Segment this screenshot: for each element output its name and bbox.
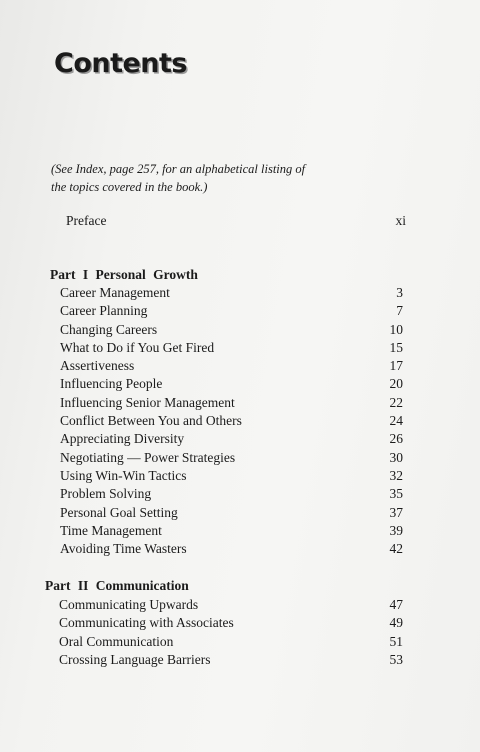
toc-entry-page: 15 (389, 339, 403, 355)
toc-entry (60, 505, 403, 523)
toc-entry-page: 53 (389, 651, 403, 667)
toc-entry-page: 10 (389, 321, 403, 337)
toc-entry-preface (66, 213, 406, 229)
toc-entry-page: 39 (389, 522, 403, 538)
toc-entry-page: 42 (389, 541, 403, 557)
toc-entry (59, 634, 403, 652)
toc-entry-page: 22 (389, 394, 403, 410)
toc-entry (60, 413, 403, 431)
page-title: Contents (54, 48, 188, 79)
part-heading-communication: Part II Communication (45, 578, 189, 593)
toc-entry-label: Career Management (60, 285, 170, 300)
toc-entry-label: Changing Careers (60, 321, 158, 337)
toc-entry-page: 49 (389, 615, 403, 631)
toc-entry-label: Conflict Between You and Others (60, 413, 242, 429)
toc-entry-page: 30 (389, 449, 403, 465)
toc-entry-page: 37 (389, 504, 403, 520)
part-heading-personal-growth: Part I Personal Growth (50, 267, 198, 282)
toc-entry-page: 35 (389, 486, 403, 502)
toc-entry-page: 47 (389, 597, 403, 612)
toc-entry (60, 358, 403, 376)
toc-entry-label: Influencing People (60, 376, 163, 392)
toc-entry-page: 20 (389, 376, 403, 392)
toc-entry-label: Using Win-Win Tactics (60, 467, 187, 483)
toc-entry-page: 32 (389, 467, 403, 483)
toc-entry-label: Time Management (60, 522, 162, 538)
toc-entry (60, 523, 403, 541)
toc-entry-label: Communicating Upwards (59, 597, 199, 612)
toc-entry-label: Appreciating Diversity (60, 431, 185, 447)
toc-entry-label: Negotiating — Power Strategies (60, 449, 236, 465)
toc-entry-label: Preface (66, 213, 107, 228)
toc-entry-page: 26 (389, 431, 403, 447)
toc-entry (60, 322, 403, 340)
toc-entry (60, 376, 403, 394)
toc-entry-label: Personal Goal Setting (60, 504, 178, 520)
toc-entry-page: 3 (396, 285, 403, 300)
toc-entry-page: xi (395, 213, 406, 228)
toc-entry-label: Avoiding Time Wasters (60, 541, 187, 557)
toc-list-part-2 (59, 597, 403, 670)
toc-entry-page: 51 (389, 633, 403, 649)
toc-entry (60, 431, 403, 449)
toc-entry-label: Problem Solving (60, 486, 152, 502)
toc-entry (60, 486, 403, 504)
toc-entry-label: Communicating with Associates (59, 615, 234, 631)
toc-entry-page: 7 (396, 303, 403, 319)
toc-entry (60, 395, 403, 413)
toc-entry-label: Career Planning (60, 303, 148, 319)
toc-entry-label: What to Do if You Get Fired (60, 339, 215, 355)
toc-entry (60, 285, 403, 303)
toc-entry (60, 303, 403, 321)
toc-entry-page: 24 (389, 413, 403, 429)
toc-entry-label: Crossing Language Barriers (59, 651, 211, 667)
toc-entry-label: Influencing Senior Management (60, 394, 235, 410)
toc-entry (59, 652, 403, 670)
toc-entry (60, 450, 403, 468)
toc-entry (59, 597, 403, 615)
toc-entry-label: Assertiveness (60, 358, 135, 374)
toc-entry (59, 615, 403, 633)
toc-entry (60, 340, 403, 358)
toc-list-part-1 (60, 285, 403, 559)
toc-entry-page: 17 (389, 358, 403, 374)
toc-entry (60, 468, 403, 486)
index-note: (See Index, page 257, for an alphabetical listing of the topics covered in the book.) (51, 162, 306, 194)
toc-entry (60, 541, 403, 559)
toc-entry-label: Oral Communication (59, 633, 174, 649)
